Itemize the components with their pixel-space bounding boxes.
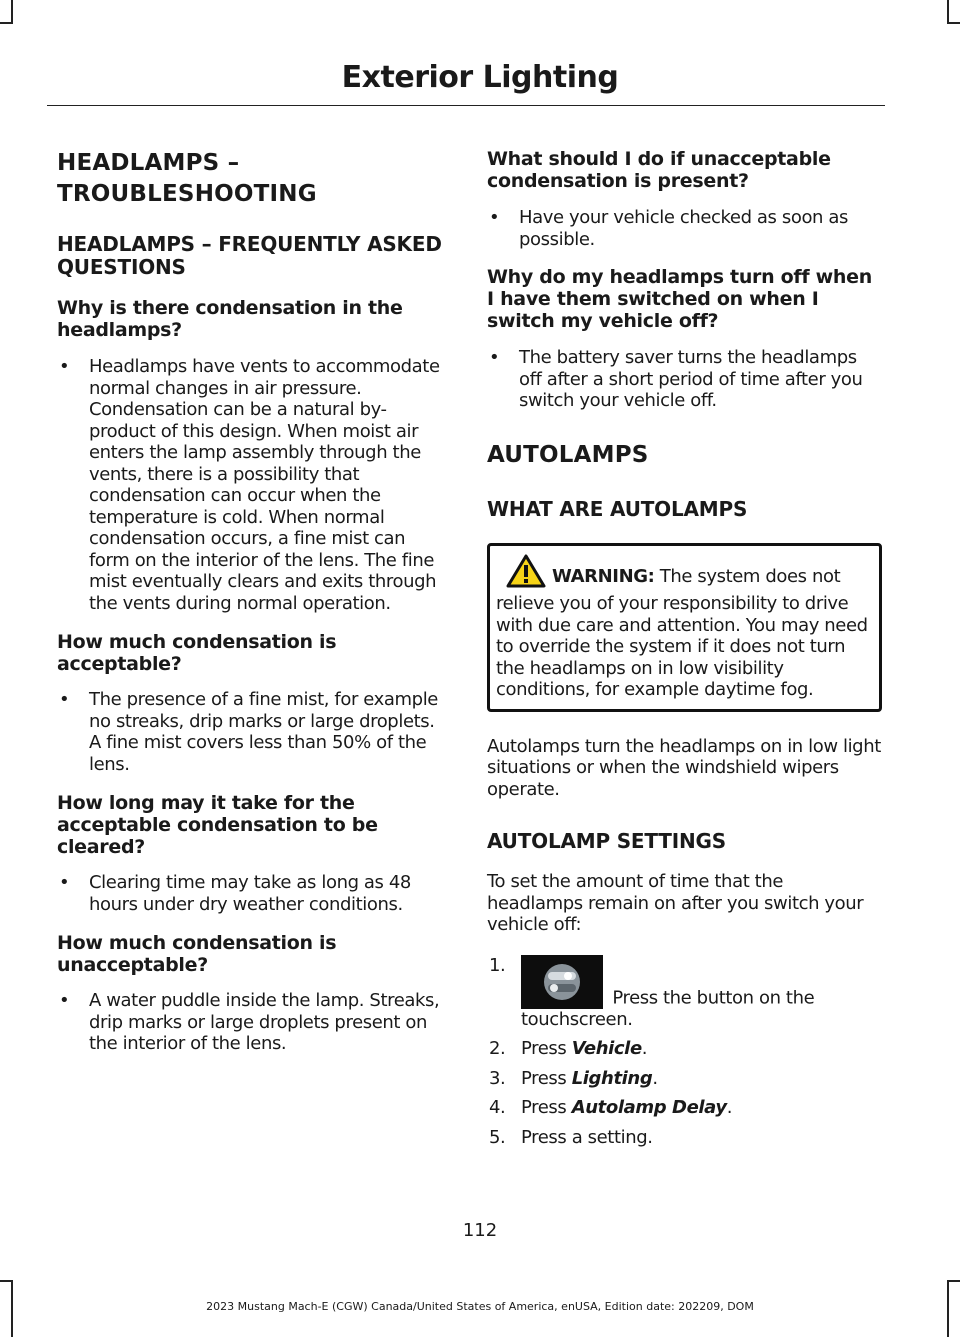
step-number: 2. — [489, 1038, 506, 1059]
menu-autolamp-delay: Autolamp Delay — [571, 1097, 727, 1118]
crop-mark-top-left-h — [0, 22, 13, 24]
answer-5-text: Have your vehicle checked as soon as possible. — [519, 207, 848, 250]
autolamps-title: AUTOLAMPS — [487, 441, 649, 468]
section-title-line2: TROUBLESHOOTING — [57, 181, 317, 207]
autolamp-settings-title: AUTOLAMP SETTINGS — [487, 829, 726, 853]
warning-box — [487, 543, 882, 712]
question-1: Why is there condensation in the headlamps? — [57, 297, 403, 341]
answer-4-text: A water puddle inside the lamp. Streaks, drip marks or large droplets present on the interior of the lens. — [89, 990, 440, 1054]
step-2-post: . — [641, 1038, 648, 1059]
menu-lighting: Lighting — [571, 1067, 653, 1089]
step-4 — [487, 1097, 882, 1119]
question-6: Why do my headlamps turn off when I have them switched on when I switch my vehicle off? — [487, 266, 872, 332]
menu-vehicle: Vehicle — [571, 1038, 642, 1059]
step-number: 4. — [489, 1097, 506, 1118]
bullet-dot: • — [489, 347, 500, 368]
what-are-autolamps-title: WHAT ARE AUTOLAMPS — [487, 496, 748, 521]
answer-6 — [487, 347, 882, 412]
step-number: 5. — [489, 1126, 506, 1148]
answer-2 — [57, 689, 449, 775]
page-number: 112 — [462, 1220, 498, 1241]
step-4-pre: Press — [521, 1097, 572, 1118]
step-3-pre: Press — [521, 1067, 572, 1089]
step-3 — [487, 1068, 882, 1090]
question-2: How much condensation is acceptable? — [57, 631, 337, 675]
section-title-line1: HEADLAMPS – — [57, 150, 240, 176]
bullet-dot: • — [489, 207, 500, 228]
step-1-text: Press the button on the touchscreen. — [521, 987, 815, 1030]
footer-edition: 2023 Mustang Mach-E (CGW) Canada/United States of America, enUSA, Edition date: 202209, DOM — [206, 1300, 754, 1313]
warning-label: WARNING: — [552, 565, 655, 587]
header-divider — [47, 105, 885, 106]
page-header-title: Exterior Lighting — [341, 60, 619, 95]
answer-1-text: Headlamps have vents to accommodate normal changes in air pressure. Condensation can be a natural by-product of this design. When moist air enters the lamp assembly through the vents, there is a possibility that condensation can occur when the temperature is cold. When normal condensation occurs, a fine mist can form on the interior of the lens. The fine mist eventually clears and exits through the vents during normal operation. — [89, 356, 440, 614]
answer-4 — [57, 990, 449, 1055]
answer-3 — [57, 872, 449, 915]
step-number: 1. — [489, 954, 506, 976]
left-column — [57, 140, 449, 1055]
question-5: What should I do if unacceptable condensation is present? — [487, 148, 831, 192]
answer-5 — [487, 207, 882, 250]
settings-intro: To set the amount of time that the headlamps remain on after you switch your vehicle off: — [487, 871, 864, 935]
answer-1 — [57, 356, 449, 614]
crop-mark-top-left-v — [11, 0, 13, 24]
step-2-pre: Press — [521, 1038, 572, 1059]
question-3: How long may it take for the acceptable condensation to be cleared? — [57, 792, 378, 858]
crop-mark-bottom-right-h — [947, 1280, 960, 1282]
settings-toggle-icon — [521, 955, 603, 1009]
step-2 — [487, 1038, 882, 1060]
step-5-text: Press a setting. — [521, 1126, 653, 1148]
right-column — [487, 140, 882, 1148]
bullet-dot: • — [59, 990, 70, 1011]
crop-mark-bottom-left-h — [0, 1280, 13, 1282]
step-3-post: . — [652, 1067, 658, 1089]
faq-title: HEADLAMPS – FREQUENTLY ASKED QUESTIONS — [57, 232, 442, 279]
bullet-dot: • — [59, 872, 70, 893]
crop-mark-top-right-h — [947, 22, 960, 24]
answer-2-text: The presence of a fine mist, for example no streaks, drip marks or large droplets. A fine mist covers less than 50% of the lens. — [89, 689, 438, 775]
question-4: How much condensation is unacceptable? — [57, 932, 337, 976]
crop-mark-top-right-v — [947, 0, 949, 24]
autolamps-description: Autolamps turn the headlamps on in low light situations or when the windshield wipers operate. — [487, 735, 881, 800]
step-1 — [487, 955, 882, 1031]
bullet-dot: • — [59, 689, 70, 710]
step-5 — [487, 1127, 882, 1149]
answer-3-text: Clearing time may take as long as 48 hours under dry weather conditions. — [89, 872, 411, 915]
bullet-dot: • — [59, 356, 70, 377]
warning-text: The system does not relieve you of your responsibility to drive with due care and attention. You may need to override the system if it does not turn the headlamps on in low visibility conditions, for example daytime fog. — [496, 565, 868, 700]
step-4-post: . — [726, 1097, 733, 1118]
warning-triangle-icon — [506, 554, 546, 594]
step-number: 3. — [489, 1067, 506, 1089]
answer-6-text: The battery saver turns the headlamps off after a short period of time after you switch your vehicle off. — [519, 347, 863, 411]
